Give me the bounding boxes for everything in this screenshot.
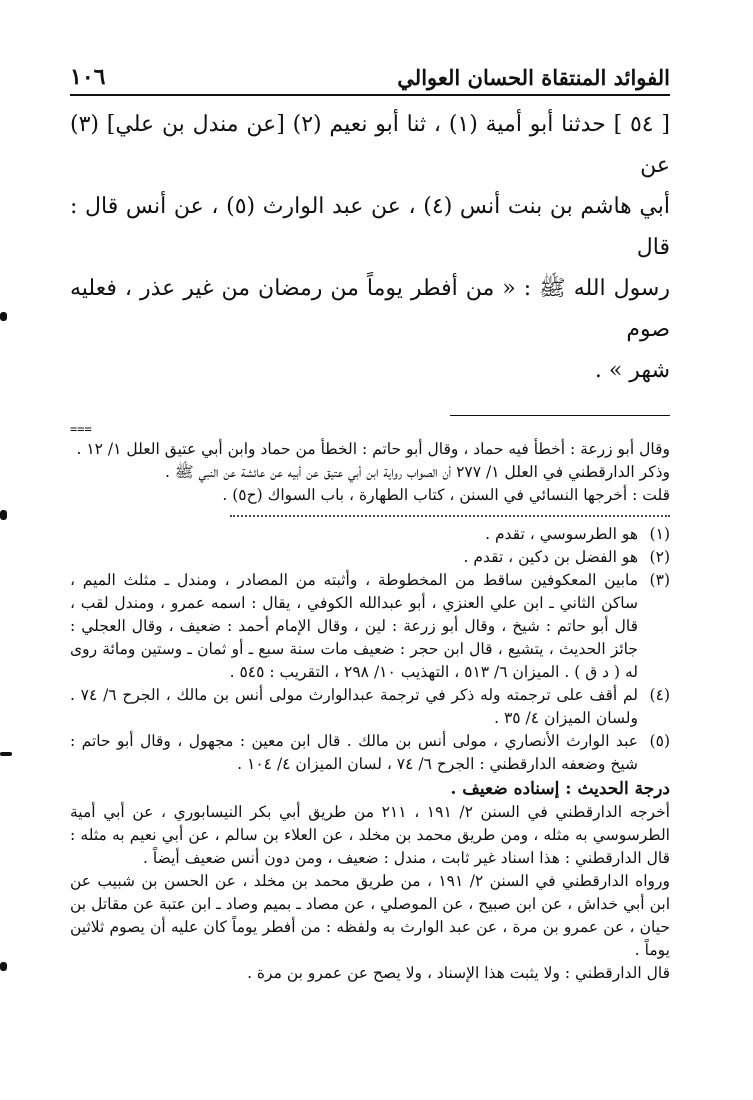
footnotes <box>70 523 670 985</box>
grade-heading: درجة الحديث : إسناده ضعيف . <box>450 779 670 799</box>
page <box>70 50 670 985</box>
continuation-mark: === <box>70 422 92 436</box>
footnote <box>70 546 670 569</box>
footnote-number: (٥) <box>649 732 670 750</box>
margin-mark <box>0 312 7 321</box>
note-paragraph: وقال أبو زرعة : أخطأ فيه حماد ، وقال أبو حاتم : الخطأ من حماد وابن أبي عتيق العلل ١/ ١٢ . <box>76 440 670 458</box>
footnote-rule <box>450 415 670 416</box>
footnote-number: (١) <box>649 525 670 543</box>
running-header <box>70 50 670 90</box>
hadith-line: رسول الله ﷺ : « من أفطر يوماً من رمضان من غير عذر ، فعليه صوم <box>70 276 670 342</box>
footnote <box>70 684 670 730</box>
footnote-number: (٤) <box>649 686 670 704</box>
grade-paragraph: قال الدارقطني : ولا يثبت هذا الإسناد ، ولا يصح عن عمرو بن مرة . <box>247 964 670 982</box>
previous-page-notes <box>70 438 670 507</box>
footnote <box>70 523 670 546</box>
hadith-line: [ ٥٤ ] حدثنا أبو أمية (١) ، ثنا أبو نعيم (٢) [عن مندل بن علي] (٣) عن <box>70 112 670 178</box>
footnote <box>70 569 670 684</box>
margin-mark <box>0 752 12 756</box>
footnote-text: هو الفضل بن دكين ، تقدم . <box>463 548 638 566</box>
header-rule <box>70 94 670 96</box>
hadith-text <box>70 104 670 391</box>
hadith-line: أبي هاشم بن بنت أنس (٤) ، عن عبد الوارث (٥) ، عن أنس قال : قال <box>70 194 670 260</box>
footnote-text: هو الطرسوسي ، تقدم . <box>485 525 638 543</box>
note-paragraph: قلت : أخرجها النسائي في السنن ، كتاب الطهارة ، باب السواك (ح٥) . <box>222 486 670 504</box>
footnote-text: لم أقف على ترجمته وله ذكر في ترجمة عبدالوارث مولى أنس بن مالك ، الجرح ٦/ ٧٤ . ولسان الميزان ٤/ ٣٥ . <box>70 686 638 727</box>
margin-mark <box>0 510 7 520</box>
grade-paragraph: ورواه الدارقطني في السنن ٢/ ١٩١ ، من طريق محمد بن مخلد ، عن الحسن بن شبيب عن ابن أبي خداش ، عن ابن صبيح ، عن الموصلي ، عن مصاد ـ بميم وصاد ـ ابن عتبة عن مقاتل بن حيان ، عن عمرو بن مرة ، عن عبد الوارث به ولفظه : من أفطر يوماً كان عليه أن يصوم ثلاثين يوماً . <box>70 872 670 959</box>
book-title: الفوائد المنتقاة الحسان العوالي <box>397 65 670 90</box>
page-number: ١٠٦ <box>70 64 106 90</box>
footnote-number: (٣) <box>649 571 670 589</box>
dotted-separator <box>230 515 670 517</box>
grade-paragraph: أخرجه الدارقطني في السنن ٢/ ١٩١ ، ٢١١ من طريق أبي بكر النيسابوري ، عن أبي أمية الطرسوسي به مثله ، ومن طريق محمد بن مخلد ، عن العلاء بن سالم ، عن أبي نعيم به مثله : قال الدارقطني : هذا اسناد غير ثابت ، مندل : ضعيف ، ومن دون أنس ضعيف أيضاً . <box>70 803 670 867</box>
footnote-text: مابين المعكوفين ساقط من المخطوطة ، وأثبته من المصادر ، ومندل ـ مثلث الميم ، ساكن الثاني ـ ابن علي العنزي ، أبو عبدالله الكوفي ، يقال : اسمه عمرو ، ومندل لقب ، قال أبو حاتم : شيخ ، وقال أبو زرعة : لين ، وقال الإمام أحمد : ضعيف ، وقال العجلي : جائز الحديث ، يتشيع ، قال ابن حجر : ضعيف مات سنة سبع ـ أو ثمان ـ وستين ومائة روى له ( د ق ) . الميزان ٦/ ٥١٣ ، التهذيب ١٠/ ٢٩٨ ، التقريب : ٥٤٥ . <box>70 571 638 681</box>
footnote-text: عبد الوارث الأنصاري ، مولى أنس بن مالك . قال ابن معين : مجهول ، وقال أبو حاتم : شيخ وضعفه الدارقطني : الجرح ٦/ ٧٤ ، لسان الميزان ٤/ ١٠٤ . <box>70 732 638 773</box>
hadith-line: شهر » . <box>594 358 670 383</box>
margin-mark <box>0 962 7 971</box>
footnote <box>70 730 670 776</box>
note-paragraph: وذكر الدارقطني في العلل ١/ ٢٧٧ أن الصواب رواية ابن أبي عتيق عن أبيه عن عائشة عن النبي ﷺ . <box>164 463 670 481</box>
footnote-number: (٢) <box>649 548 670 566</box>
